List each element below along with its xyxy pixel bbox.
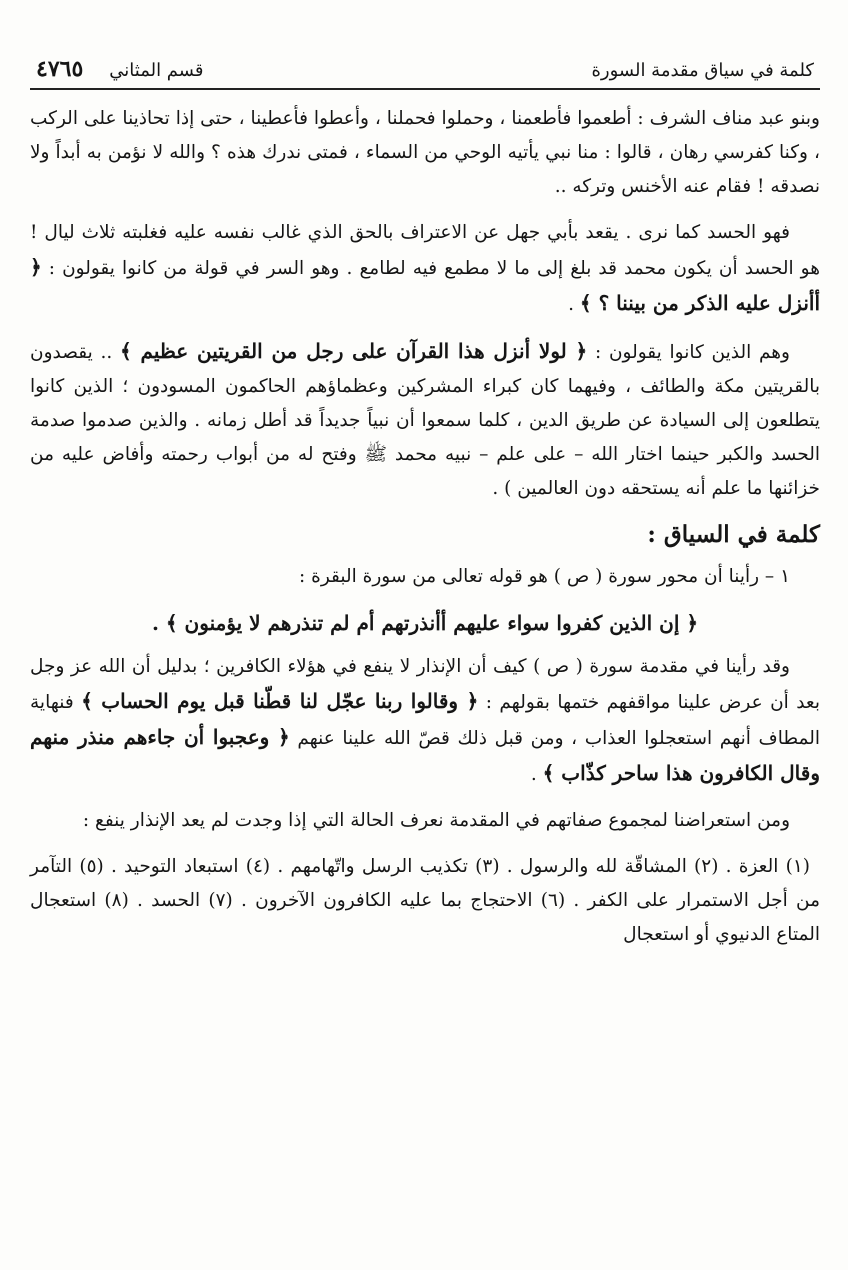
quran-verse: ﴿ وقالوا ربنا عجّل لنا قطّنا قبل يوم الحساب ﴾ bbox=[81, 689, 479, 713]
traits-list-text: (١) العزة . (٢) المشاقّة لله والرسول . (٣) تكذيب الرسل واتّهامهم . (٤) استبعاد التوحيد . (٥) التآمر من أجل الاستمرار على الكفر . (٦) الاحتجاج بما عليه الكافرون الآخرون . (٧) الحسد . (٨) استعجال المتاع الدنيوي أو استعجال bbox=[30, 856, 820, 945]
paragraph-1: وبنو عبد مناف الشرف : أطعموا فأطعمنا ، وحملوا فحملنا ، وأعطوا فأعطينا ، حتى إذا تحاذينا على الركب ، وكنا كفرسي رهان ، قالوا : منا نبي يأتيه الوحي من السماء ، فمتى ندرك هذه ؟ والله لا نؤمن به أبداً ولا نصدقه ! فقام عنه الأخنس وتركه .. bbox=[30, 108, 820, 197]
paragraph-2 bbox=[30, 216, 820, 322]
paragraph-2-text: فهو الحسد كما نرى . يقعد بأبي جهل عن الاعتراف بالحق الذي غالب نفسه عليه فغلبته ثلاث ليال ! هو الحسد أن يكون محمد قد بلغ إلى ما لا مطمع فيه لطامع . وهو السر في قولة من كانوا يقولون : bbox=[30, 222, 820, 279]
page-header bbox=[30, 56, 820, 90]
quran-verse-baqara: ﴿ إن الذين كفروا سواء عليهم أأنذرتهم أم لم تنذرهم لا يؤمنون ﴾ . bbox=[151, 611, 699, 635]
paragraph-2-end: . bbox=[568, 294, 575, 315]
paragraph-4-text-a: وقد رأينا في مقدمة سورة ( ص ) كيف أن الإنذار لا ينفع في هؤلاء الكافرين ؛ بدليل أن الله عز وجل بعد أن عرض علينا مواقفهم ختمها بقولهم : bbox=[30, 656, 820, 713]
quran-verse: ﴿ لولا أنزل هذا القرآن على رجل من القريتين عظيم ﴾ bbox=[119, 339, 588, 363]
running-title: كلمة في سياق مقدمة السورة bbox=[591, 60, 814, 81]
section-name: قسم المثاني bbox=[109, 60, 204, 81]
section-heading: كلمة في السياق : bbox=[647, 521, 820, 548]
paragraph-4 bbox=[30, 650, 820, 792]
paragraph-3 bbox=[30, 334, 820, 506]
paragraph-4-end: . bbox=[530, 764, 537, 785]
paragraph-3-text-a: وهم الذين كانوا يقولون : bbox=[595, 342, 790, 363]
quran-verse: ﴿ وعجبوا أن جاءهم منذر منهم وقال الكافرون هذا ساحر كذّاب ﴾ bbox=[30, 725, 820, 785]
page-body bbox=[30, 102, 820, 952]
traits-list bbox=[30, 850, 820, 952]
paragraph-5: ومن استعراضنا لمجموع صفاتهم في المقدمة نعرف الحالة التي إذا وجدت لم يعد الإنذار ينفع : bbox=[82, 810, 790, 831]
page-number: ٤٧٦٥ bbox=[36, 56, 84, 82]
paragraph-3-text-b: .. يقصدون بالقريتين مكة والطائف ، وفيهما كان كبراء المشركين وعظماؤهم الحاكمون المسودون ؛ الذين كانوا يتطلعون إلى السيادة عن طريق الدين ، كلما سمعوا أن نبياً جديداً قد أطل زمانه . والذين صدموا صدمة الحسد والكبر حينما اختار الله – على علم – نبيه محمد ﷺ وفتح له من أبواب رحمته وأفاض عليه من خزائنها ما علم أنه يستحقه دون العالمين ) . bbox=[30, 342, 820, 499]
point-1: ١ – رأينا أن محور سورة ( ص ) هو قوله تعالى من سورة البقرة : bbox=[299, 566, 790, 587]
quran-verse: ﴿ أأنزل عليه الذكر من بيننا ؟ ﴾ bbox=[30, 255, 820, 315]
document-page bbox=[30, 56, 820, 964]
paragraph-4-text-b: فنهاية المطاف أنهم استعجلوا العذاب ، ومن قبل ذلك قصّ الله علينا عنهم bbox=[30, 692, 820, 749]
